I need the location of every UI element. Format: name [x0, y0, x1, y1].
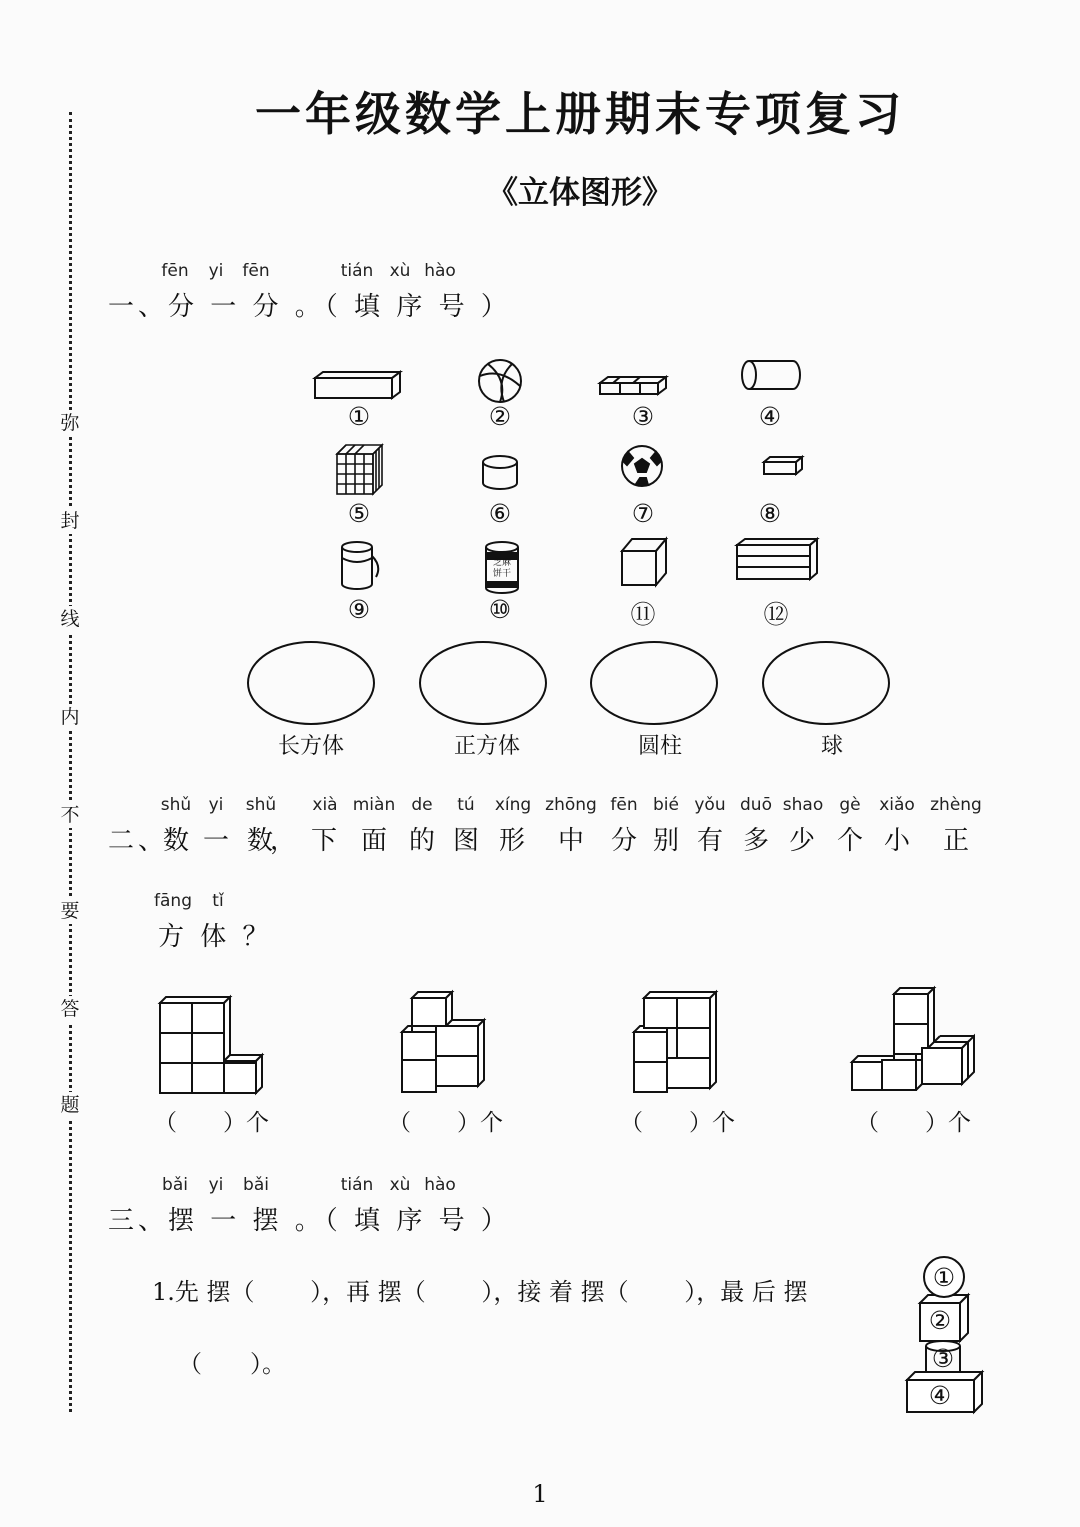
question-char: 小	[883, 826, 910, 856]
pinyin: de	[411, 795, 433, 815]
pinyin: shǔ	[245, 795, 277, 815]
pinyin: bǎi	[162, 1175, 188, 1195]
question-1-line-2[interactable]: （ ）。	[178, 1350, 286, 1378]
count-answer[interactable]: （ ）个	[154, 1110, 269, 1136]
question-char: 下	[310, 826, 337, 856]
item-number: ⑧	[758, 499, 782, 528]
question-char: 中	[557, 826, 584, 856]
pinyin: zhōng	[545, 795, 597, 815]
question-char: 个	[836, 826, 863, 856]
question-char: 分	[610, 826, 637, 856]
section-2-prefix: 二、	[108, 826, 169, 856]
question-char: 一	[202, 826, 229, 856]
question-char: 多	[742, 826, 769, 856]
pinyin: yi	[208, 1175, 224, 1195]
question-1-line-1[interactable]: 1.先 摆（ ），再 摆（ ），接 着 摆（ ），最 后 摆	[152, 1278, 808, 1306]
section-3-heading: 三、摆 一 摆 。（ 填 序 号 ）	[108, 1206, 511, 1236]
binding-char: 弥	[56, 410, 84, 436]
item-number: ⑥	[488, 499, 512, 528]
question-char: 形	[498, 826, 525, 856]
binding-char: 不	[56, 802, 84, 828]
question-char: 面	[360, 826, 387, 856]
item-number: ②	[488, 402, 512, 431]
stack-number: ①	[932, 1263, 956, 1292]
page-subtitle: 《立体图形》	[487, 175, 673, 211]
pinyin: xià	[312, 795, 338, 815]
pinyin: bié	[653, 795, 679, 815]
pinyin: fēn	[161, 261, 189, 281]
item-number: ⑤	[347, 499, 371, 528]
pinyin: tián	[340, 1175, 374, 1195]
question-char: 图	[452, 826, 479, 856]
pinyin: bǎi	[243, 1175, 269, 1195]
category-label: 正方体	[453, 734, 520, 759]
pinyin: shǔ	[160, 795, 192, 815]
binding-char: 题	[56, 1092, 84, 1118]
pinyin: tú	[457, 795, 475, 815]
question-char: 有	[696, 826, 723, 856]
category-label: 球	[820, 734, 843, 759]
pinyin: tián	[340, 261, 374, 281]
item-number: ⑫	[763, 600, 789, 629]
binding-char: 线	[56, 606, 84, 632]
can-label-line: 芝麻	[492, 558, 511, 568]
question-char: 数	[246, 826, 273, 856]
binding-char: 要	[56, 898, 84, 924]
comma: ，	[270, 826, 297, 856]
pinyin: gè	[839, 795, 861, 815]
pinyin: xù	[389, 1175, 411, 1195]
item-number: ⑩	[488, 595, 512, 624]
item-number: ⑪	[630, 600, 656, 629]
pinyin: fēn	[610, 795, 638, 815]
page-number: 1	[532, 1480, 548, 1508]
pinyin: hào	[424, 261, 456, 281]
question-char: 的	[408, 826, 435, 856]
stack-number: ②	[928, 1306, 952, 1335]
can-label-line: 饼干	[492, 569, 511, 579]
pinyin: xiǎo	[879, 795, 915, 815]
question-char: 别	[652, 826, 679, 856]
category-label: 长方体	[277, 734, 344, 759]
count-answer[interactable]: （ ）个	[856, 1110, 971, 1136]
pinyin: fēn	[242, 261, 270, 281]
item-number: ④	[758, 402, 782, 431]
pinyin: tǐ	[212, 891, 224, 911]
pinyin: shao	[782, 795, 824, 815]
question-char: 数	[162, 826, 189, 856]
pinyin: xíng	[494, 795, 532, 815]
item-number: ⑨	[347, 595, 371, 624]
pinyin: xù	[389, 261, 411, 281]
page-title: 一年级数学上册期末专项复习	[255, 87, 905, 141]
binding-char: 封	[56, 508, 84, 534]
pinyin: hào	[424, 1175, 456, 1195]
item-number: ⑦	[631, 499, 655, 528]
pinyin: miàn	[352, 795, 396, 815]
pinyin: duō	[740, 795, 772, 815]
item-number: ①	[347, 402, 371, 431]
pinyin: zhèng	[930, 795, 982, 815]
count-answer[interactable]: （ ）个	[620, 1110, 735, 1136]
item-number: ③	[631, 402, 655, 431]
pinyin: yi	[208, 261, 224, 281]
category-label: 圆柱	[637, 734, 682, 759]
binding-char: 内	[56, 704, 84, 730]
pinyin: yǒu	[694, 795, 726, 815]
question-char: 少	[788, 826, 815, 856]
pinyin: yi	[208, 795, 224, 815]
pinyin: fāng	[154, 891, 192, 911]
stack-number: ④	[928, 1381, 952, 1410]
section-1-heading: 一、分 一 分 。（ 填 序 号 ）	[108, 292, 511, 322]
stack-number: ③	[931, 1344, 955, 1373]
binding-char: 答	[56, 996, 84, 1022]
question-char: 正	[942, 826, 969, 856]
section-2-line-2: 方 体 ？	[158, 922, 273, 952]
count-answer[interactable]: （ ）个	[388, 1110, 503, 1136]
